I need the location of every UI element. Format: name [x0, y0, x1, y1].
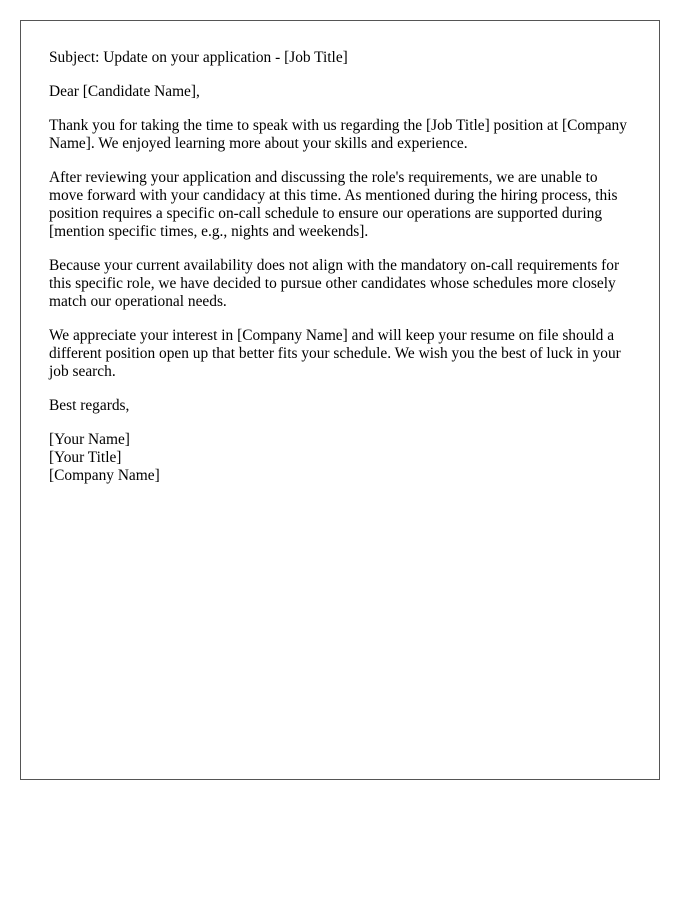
letter-paragraph-4: We appreciate your interest in [Company Name] and will keep your resume on file should a different position open up that better fits your schedule. We wish you the best of luck in your job search.: [49, 327, 621, 380]
signature-title: [Your Title]: [49, 449, 122, 466]
letter-paragraph-3: Because your current availability does not align with the mandatory on-call requirements for this specific role, we have decided to pursue other candidates whose schedules more closely match our operational needs.: [49, 257, 620, 310]
letter-paragraph-1: Thank you for taking the time to speak with us regarding the [Job Title] position at [Company Name]. We enjoyed learning more about your skills and experience.: [49, 117, 627, 152]
letter-closing: Best regards,: [49, 397, 130, 414]
letter-subject: Subject: Update on your application - [Job Title]: [49, 49, 348, 66]
letter-greeting: Dear [Candidate Name],: [49, 83, 200, 100]
signature-name: [Your Name]: [49, 431, 130, 448]
signature-company: [Company Name]: [49, 467, 160, 484]
letter-frame: [20, 20, 660, 780]
letter-paragraph-2: After reviewing your application and discussing the role's requirements, we are unable to move forward with your candidacy at this time. As mentioned during the hiring process, this position requires a specific on-call schedule to ensure our operations are supported during [mention specific times, e.g., nights and weekends].: [49, 169, 618, 240]
signature-block: [49, 431, 631, 485]
